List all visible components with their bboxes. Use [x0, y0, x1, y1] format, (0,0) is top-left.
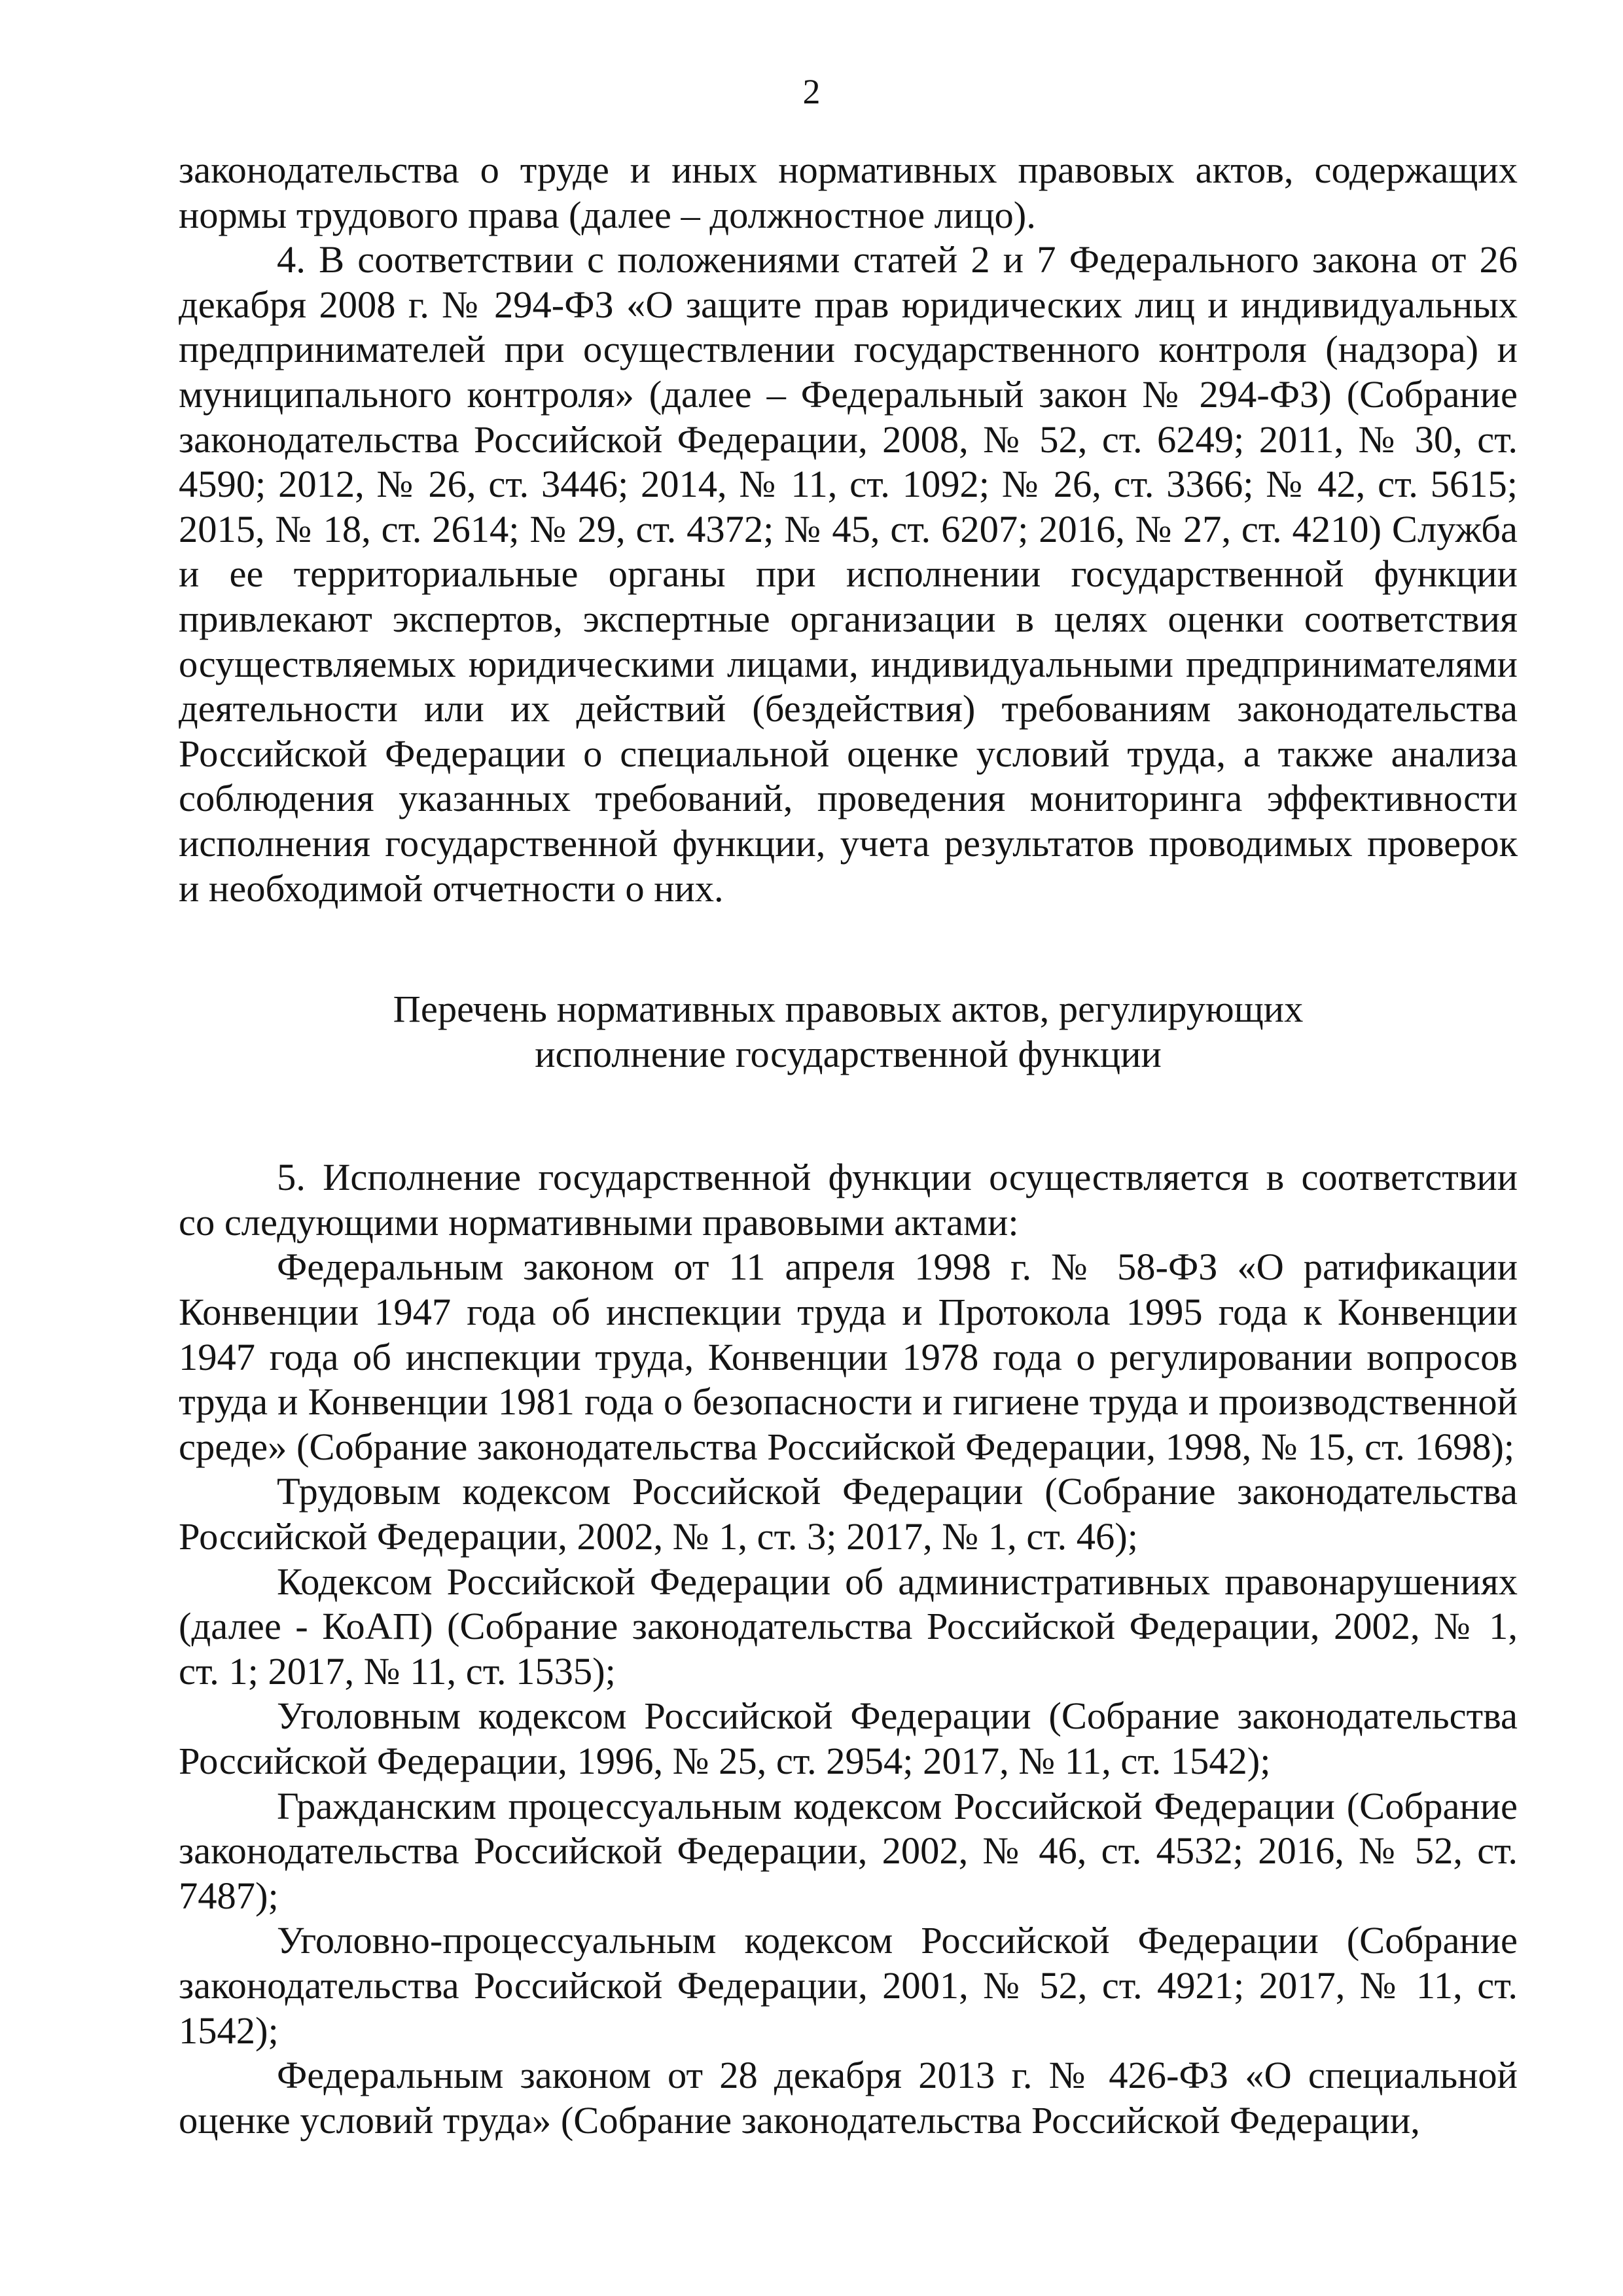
paragraph-item-4: 4. В соответствии с положениями статей 2 и 7 Федерального закона от 26 декабря 2008 г. № 294-ФЗ «О защите прав юридических лиц и индивидуальных предпринимателей при осуществлении государственного контроля (надзора) и муниципального контроля» (далее – Федеральный закон № 294-ФЗ) (Собрание законодательства Российской Федерации, 2008, № 52, ст. 6249; 2011, № 30, ст. 4590; 2012, № 26, ст. 3446; 2014, № 11, ст. 1092; № 26, ст. 3366; № 42, ст. 5615; 2015, № 18, ст. 2614; № 29, ст. 4372; № 45, ст. 6207; 2016, № 27, ст. 4210) Служба и ее территориальные органы при исполнении государственной функции привлекают экспертов, экспертные организации в целях оценки соответствия осуществляемых юридическими лицами, индивидуальными предпринимателями деятельности или их действий (бездействия) требованиям законодательства Российской Федерации о специальной оценке условий труда, а также анализа соблюдения указанных требований, проведения мониторинга эффективности исполнения государственной функции, учета результатов проводимых проверок и необходимой отчетности о них.	[179, 238, 1518, 910]
act-item-special-assessment-law: Федеральным законом от 28 декабря 2013 г. № 426-ФЗ «О специальной оценке условий труда» (Собрание законодательства Российской Федерации,	[179, 2054, 1518, 2142]
act-item-criminal-code: Уголовным кодексом Российской Федерации (Собрание законодательства Российской Федерации, 1996, № 25, ст. 2954; 2017, № 11, ст. 1542);	[179, 1695, 1518, 1782]
paragraph-continuation: законодательства о труде и иных нормативных правовых актов, содержащих нормы трудового права (далее – должностное лицо).	[179, 149, 1518, 236]
act-item-civil-procedure-code: Гражданским процессуальным кодексом Российской Федерации (Собрание законодательства Российской Федерации, 2002, № 46, ст. 4532; 2016, № 52, ст. 7487);	[179, 1784, 1518, 1917]
act-item-criminal-procedure-code: Уголовно-процессуальным кодексом Российской Федерации (Собрание законодательства Российской Федерации, 2001, № 52, ст. 4921; 2017, № 11, ст. 1542);	[179, 1919, 1518, 2052]
section-heading	[179, 987, 1518, 1077]
document-body	[179, 148, 1518, 2143]
page-number: 2	[802, 72, 821, 111]
paragraph-item-5: 5. Исполнение государственной функции осуществляется в соответствии со следующими нормативными правовыми актами:	[179, 1156, 1518, 1244]
section-heading-line-2: исполнение государственной функции	[535, 1032, 1162, 1075]
act-item-administrative-code: Кодексом Российской Федерации об административных правонарушениях (далее - КоАП) (Собрание законодательства Российской Федерации, 2002, № 1, ст. 1; 2017, № 11, ст. 1535);	[179, 1560, 1518, 1693]
act-item-ilo-conventions-law: Федеральным законом от 11 апреля 1998 г. № 58-ФЗ «О ратификации Конвенции 1947 года об инспекции труда и Протокола 1995 года к Конвенции 1947 года об инспекции труда, Конвенции 1978 года о регулировании вопросов труда и Конвенции 1981 года о безопасности и гигиене труда и производственной среде» (Собрание законодательства Российской Федерации, 1998, № 15, ст. 1698);	[179, 1246, 1518, 1468]
act-item-labour-code: Трудовым кодексом Российской Федерации (Собрание законодательства Российской Федерации, 2002, № 1, ст. 3; 2017, № 1, ст. 46);	[179, 1470, 1518, 1558]
section-heading-line-1: Перечень нормативных правовых актов, регулирующих	[393, 988, 1304, 1031]
